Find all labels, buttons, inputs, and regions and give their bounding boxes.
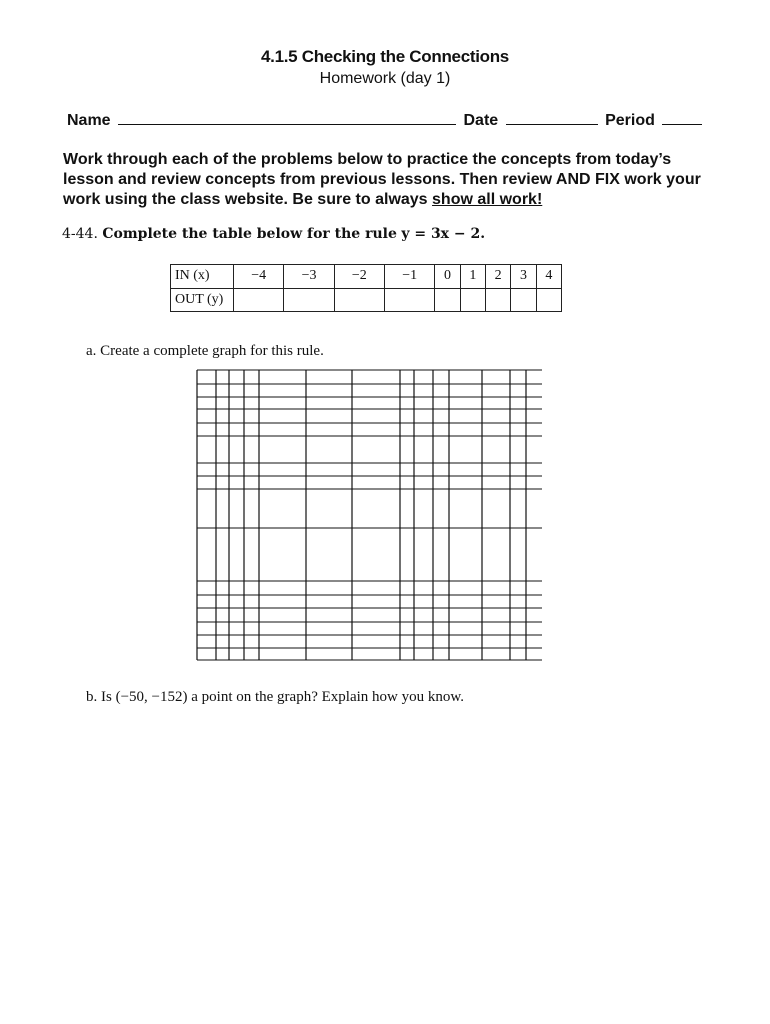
out-cell[interactable]: [385, 288, 435, 312]
problem-number: 4-44.: [62, 226, 98, 242]
in-cell: −1: [385, 265, 435, 289]
out-cell[interactable]: [334, 288, 384, 312]
in-cell: 3: [511, 265, 536, 289]
out-cell[interactable]: [511, 288, 536, 312]
out-row: [171, 288, 562, 312]
out-cell[interactable]: [486, 288, 511, 312]
problem-statement: [62, 226, 485, 242]
header-fields: [67, 110, 705, 130]
date-field[interactable]: [506, 110, 598, 125]
graph-grid[interactable]: [196, 368, 546, 664]
instructions-emphasis: show all work!: [432, 191, 543, 208]
page-title: 4.1.5 Checking the Connections: [261, 47, 509, 66]
out-cell[interactable]: [460, 288, 485, 312]
period-field[interactable]: [662, 110, 702, 125]
part-b-prompt: b. Is (−50, −152) a point on the graph? Explain how you know.: [86, 689, 464, 705]
instructions-text: Work through each of the problems below to practice the concepts from today’s lesson and review concepts from previous lessons. Then review AND FIX work your work using the class website. Be sure to always: [63, 151, 701, 208]
in-cell: 1: [460, 265, 485, 289]
in-cell: 2: [486, 265, 511, 289]
problem-prompt: Complete the table below for the rule: [102, 226, 397, 242]
period-label: Period: [605, 112, 655, 129]
in-cell: 0: [435, 265, 460, 289]
instructions: [63, 150, 713, 210]
in-cell: −3: [284, 265, 334, 289]
in-cell: −2: [334, 265, 384, 289]
out-header: OUT (y): [171, 288, 234, 312]
out-cell[interactable]: [536, 288, 561, 312]
in-header: IN (x): [171, 265, 234, 289]
out-cell[interactable]: [234, 288, 284, 312]
out-cell[interactable]: [284, 288, 334, 312]
date-label: Date: [463, 112, 499, 129]
in-row: [171, 265, 562, 289]
in-cell: 4: [536, 265, 561, 289]
page-subtitle: Homework (day 1): [319, 70, 451, 87]
in-out-table: [170, 264, 562, 312]
out-cell[interactable]: [435, 288, 460, 312]
in-cell: −4: [234, 265, 284, 289]
name-label: Name: [67, 112, 111, 129]
part-a-prompt: a. Create a complete graph for this rule.: [86, 343, 324, 359]
problem-rule: y = 3x − 2.: [401, 226, 486, 242]
name-field[interactable]: [118, 110, 456, 125]
